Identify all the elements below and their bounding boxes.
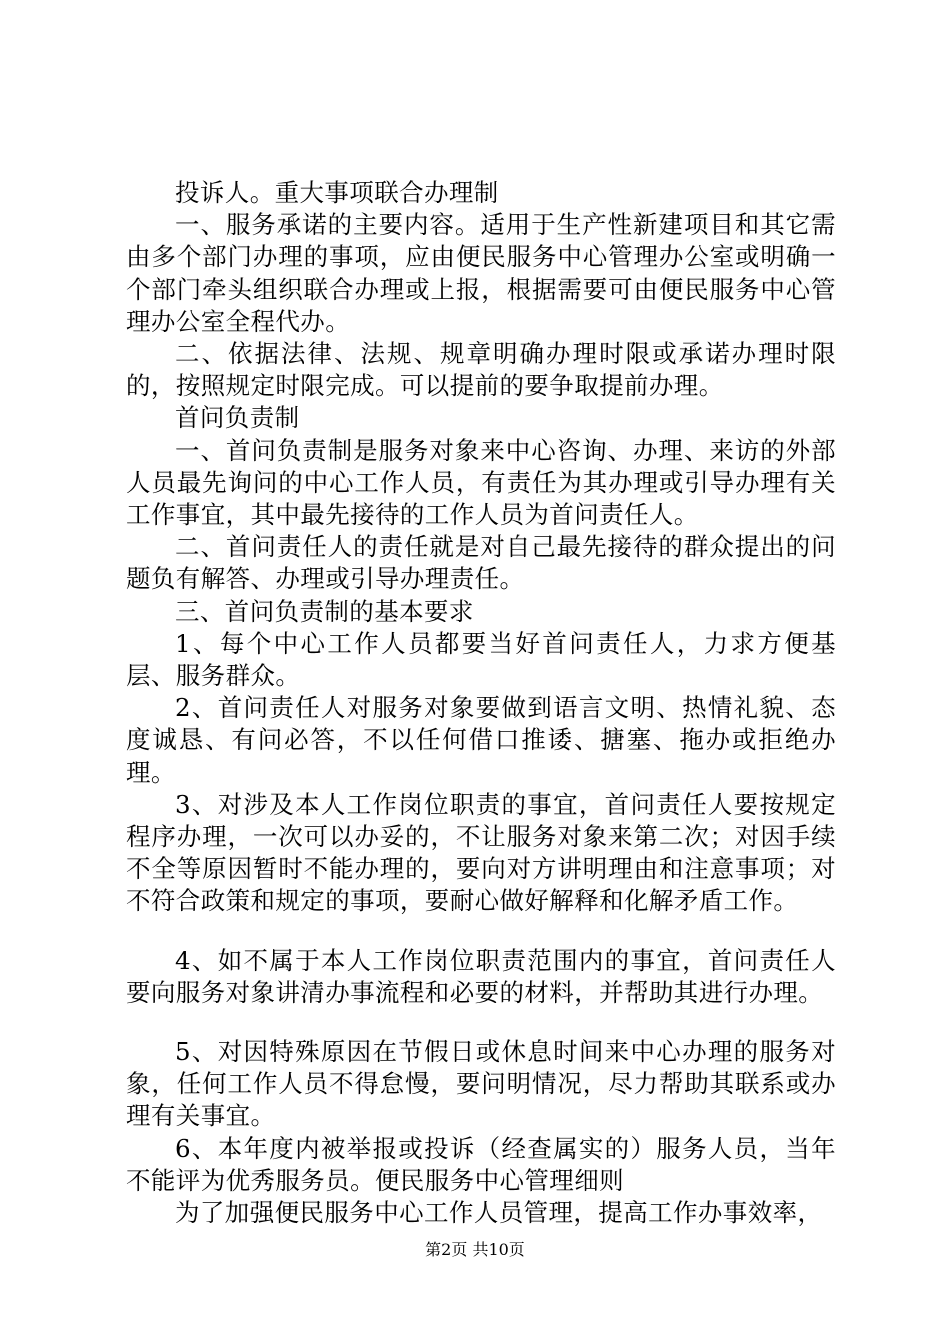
paragraph-1: 投诉人。重大事项联合办理制 [175,178,499,207]
paragraph-10: 3、对涉及本人工作岗位职责的事宜，首问责任人要按规定程序办理，一次可以办妥的，不让服务对象来第二次；对因手续不全等原因暂时不能办理的，要向对方讲明理由和注意事项；对不符合政策和规定的事项，要耐心做好解释和化解矛盾工作。 [126,789,836,916]
paragraph-4-heading: 首问负责制 [175,403,300,433]
paragraph-12: 5、对因特殊原因在节假日或休息时间来中心办理的服务对象，任何工作人员不得怠慢，要问明情况，尽力帮助其联系或办理有关事宜。 [126,1037,836,1131]
page-number-label: 第2页 共10页 [425,1240,525,1259]
paragraph-2: 一、服务承诺的主要内容。适用于生产性新建项目和其它需由多个部门办理的事项，应由便民服务中心管理办公室或明确一个部门牵头组织联合办理或上报，根据需要可由便民服务中心管理办公室全程代办。 [126,210,836,336]
paragraph-14: 为了加强便民服务中心工作人员管理，提高工作办事效率， [175,1198,823,1228]
paragraph-13: 6、本年度内被举报或投诉（经查属实的）服务人员，当年不能评为优秀服务员。便民服务中心管理细则 [126,1133,836,1195]
paragraph-7-heading: 三、首问负责制的基本要求 [175,596,474,626]
paragraph-11: 4、如不属于本人工作岗位职责范围内的事宜，首问责任人要向服务对象讲清办事流程和必要的材料，并帮助其进行办理。 [126,945,836,1007]
paragraph-8: 1、每个中心工作人员都要当好首问责任人，力求方便基层、服务群众。 [126,628,836,691]
page-footer [0,1240,950,1260]
paragraph-6: 二、首问责任人的责任就是对自己最先接待的群众提出的问题负有解答、办理或引导办理责任。 [126,532,836,594]
paragraph-5: 一、首问负责制是服务对象来中心咨询、办理、来访的外部人员最先询问的中心工作人员，有责任为其办理或引导办理有关工作事宜，其中最先接待的工作人员为首问责任人。 [126,435,836,530]
paragraph-3: 二、依据法律、法规、规章明确办理时限或承诺办理时限的，按照规定时限完成。可以提前的要争取提前办理。 [126,339,836,401]
document-body [126,177,836,1229]
paragraph-9: 2、首问责任人对服务对象要做到语言文明、热情礼貌、态度诚恳、有问必答，不以任何借口推诿、搪塞、拖办或拒绝办理。 [126,693,836,787]
